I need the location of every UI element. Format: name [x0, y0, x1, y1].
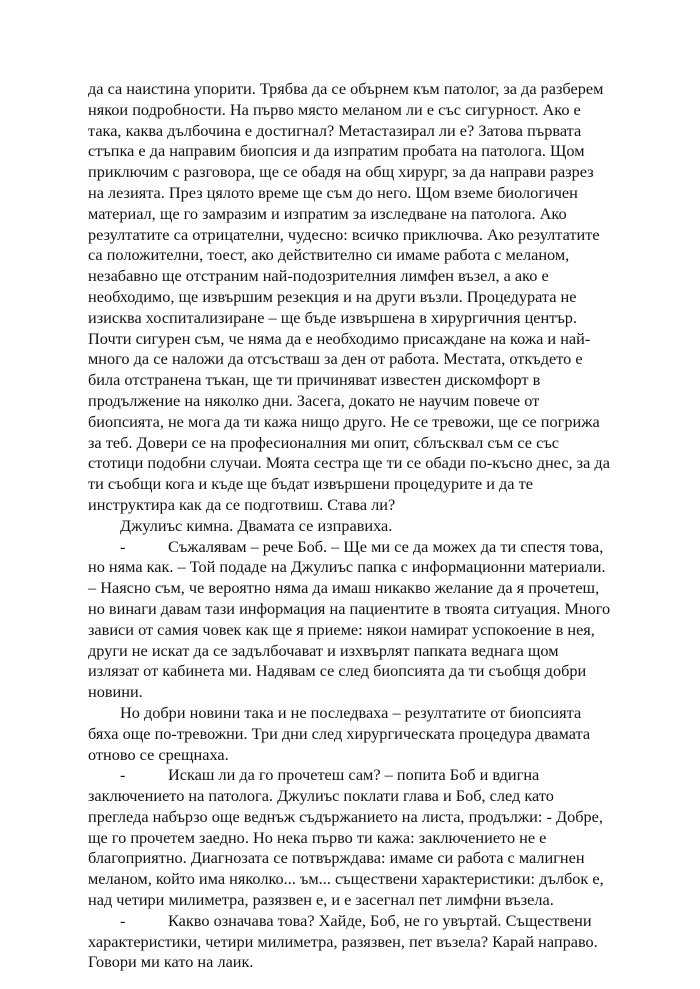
text-line [88, 661, 608, 682]
line-text: стъпка е да направим биопсия и да изпратим пробата на патолога. Щом [88, 141, 585, 161]
line-text: приключим с разговора, ще се обадя на общ хирург, за да направи разрез [88, 162, 594, 182]
line-text: Какво означава това? Хайде, Боб, не го увъртай. Съществени [168, 910, 592, 930]
text-line [88, 598, 611, 620]
line-text: благоприятно. Диагнозата се потвърждава: имаме си работа с малигнен [88, 848, 585, 868]
text-line [88, 329, 608, 350]
text-line [88, 724, 608, 745]
text-line [88, 391, 608, 412]
line-text: Но добри новини така и не последваха – резултатите от биопсията [120, 702, 582, 722]
line-text: са положителни, тоест, ако действително си имаме работа с меланом, [88, 245, 570, 265]
text-line [88, 537, 608, 558]
text-line [88, 495, 608, 516]
line-text: меланом, който има няколко... ъм... съществени характеристики: дълбок е, [88, 869, 604, 889]
line-text: за теб. Довери се на професионалния ми опит, сблъсквал съм се със [88, 432, 559, 452]
line-text: изисква хоспитализиране – ще бъде извършена в хирургичния център. [88, 307, 577, 327]
line-text: да са наистина упорити. Трябва да се обърнем към патолог, за да разберем [88, 79, 604, 98]
text-line [88, 183, 608, 204]
text-line [88, 121, 608, 142]
text-line [88, 100, 608, 121]
text-line [88, 453, 608, 474]
line-text: необходимо, ще извършим резекция и на други възли. Процедурата не [88, 286, 577, 306]
line-text: ще го прочетем заедно. Но нека първо ти кажа: заключението не е [88, 827, 547, 847]
text-line [88, 952, 608, 973]
text-line [88, 828, 608, 849]
line-text: отново се срещнаха. [88, 744, 229, 764]
dialogue-dash: - [120, 536, 126, 556]
line-text: други не искат да се задълбочават и изхвърлят папката веднага щом [88, 640, 559, 660]
line-text: прегледа набързо още веднъж съдържанието на листа, продължи: - Добре, [88, 806, 603, 826]
text-line [88, 433, 608, 454]
text-line [88, 516, 608, 537]
text-line [88, 141, 608, 162]
text-line [88, 745, 608, 766]
line-text: ти съобщи кога и къде ще бъдат извършени процедурите и да те [88, 474, 533, 494]
text-line [88, 620, 608, 641]
line-text: на лезията. През цялото време ще съм до него. Щом вземе биологичен [88, 182, 578, 202]
text-line [88, 765, 608, 786]
line-text: продължение на няколко дни. Засега, докато не научим повече от [88, 390, 540, 410]
line-text: някои подробности. На първо място меланом ли е със сигурност. Ако е [88, 99, 581, 119]
text-line [88, 869, 608, 890]
line-text: стотици подобни случаи. Моята сестра ще ти се обади по-късно днес, за да [88, 453, 610, 473]
line-text: така, каква дълбочина е достигнал? Метастазирал ли е? Затова първата [88, 120, 582, 140]
dialogue-dash: - [120, 765, 126, 785]
line-text: зависи от самия човек как ще я приеме: някои намират успокоение в нея, [88, 619, 595, 639]
text-line [88, 786, 608, 807]
text-line [88, 578, 608, 599]
line-text: излязат от кабинета ми. Надявам се след биопсията да ти съобщя добри [88, 661, 587, 681]
line-text: Съжалявам – рече Боб. – Ще ми се да можех да ти спестя това, [168, 536, 604, 556]
text-line [88, 349, 608, 370]
line-text: Почти сигурен съм, че няма да е необходимо присаждане на кожа и най- [88, 328, 591, 348]
text-line [88, 682, 608, 703]
text-line [88, 807, 608, 828]
text-line [88, 703, 608, 724]
line-text: заключението на патолога. Джулиъс поклати глава и Боб, след като [88, 786, 554, 806]
line-text: незабавно ще отстраним най-подозрителния лимфен възел, а ако е [88, 266, 549, 286]
line-text: но няма как. – Той подаде на Джулиъс папка с информационни материали. [88, 557, 606, 577]
text-line [88, 287, 608, 308]
text-line [88, 245, 608, 266]
line-text: Говори ми като на лаик. [88, 952, 254, 972]
text-line [88, 474, 608, 495]
text-line [88, 266, 608, 287]
line-text: много да се наложи да отсъстваш за ден от работа. Местата, откъдето е [88, 349, 583, 369]
text-line [88, 890, 608, 911]
text-line [88, 911, 608, 932]
text-line [88, 204, 608, 225]
line-text: Джулиъс кимна. Двамата се изправиха. [120, 515, 393, 535]
text-line [88, 308, 608, 329]
body-text [88, 79, 611, 973]
text-line [88, 848, 608, 869]
line-text: – Наясно съм, че вероятно няма да имаш никакво желание да я прочетеш, [88, 578, 600, 598]
line-text: новини. [88, 682, 143, 702]
line-text: резултатите са отрицателни, чудесно: всичко приключва. Ако резултатите [88, 224, 600, 244]
line-text: характеристики, четири милиметра, разязвен, пет възела? Карай направо. [88, 931, 598, 951]
line-text: над четири милиметра, разязвен е, и е засегнал пет лимфни възела. [88, 890, 554, 910]
line-text: била отстранена тъкан, ще ти причиняват известен дискомфорт в [88, 370, 541, 390]
line-text: материал, ще го замразим и изпратим за изследване на патолога. Ако [88, 203, 567, 223]
text-line [88, 412, 608, 433]
line-text: бяха още по-тревожни. Три дни след хирургическата процедура двамата [88, 723, 591, 743]
text-line [88, 641, 608, 662]
line-text: биопсията, не мога да ти кажа нищо друго. Не се тревожи, ще се погрижа [88, 411, 600, 431]
line-text: Искаш ли да го прочетеш сам? – попита Боб и вдигна [168, 765, 540, 785]
text-line [88, 370, 608, 391]
line-text: но винаги давам тази информация на пациентите в твоята ситуация. Много [88, 598, 611, 618]
text-line [88, 932, 608, 953]
text-line [88, 557, 608, 578]
text-line [88, 225, 608, 246]
text-line [88, 79, 608, 100]
text-line [88, 162, 608, 183]
line-text: инструктира как да се подготвиш. Става ли? [88, 494, 396, 514]
dialogue-dash: - [120, 910, 126, 930]
